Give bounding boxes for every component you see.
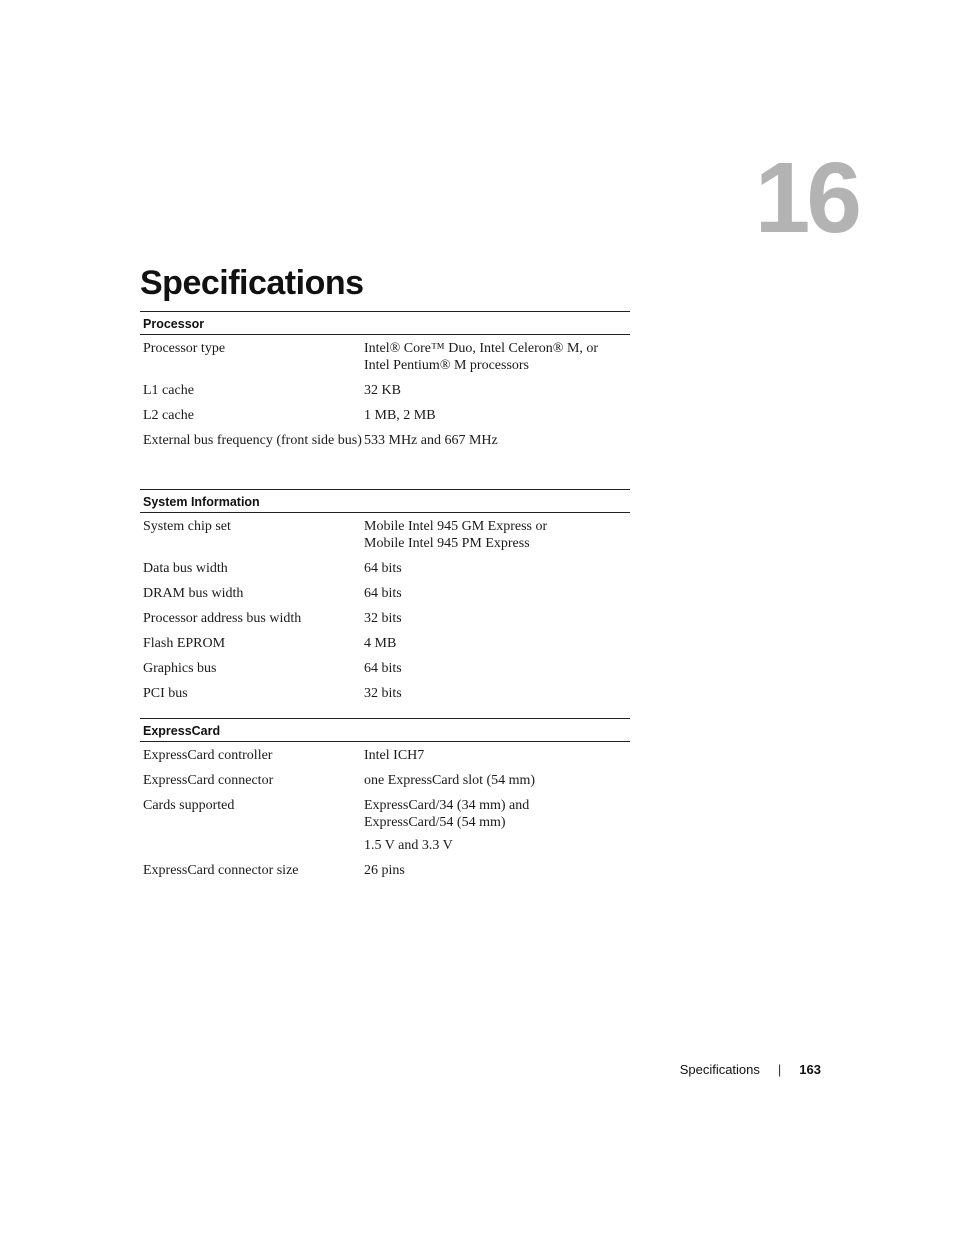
table-row <box>140 635 630 652</box>
spec-value-line: 64 bits <box>364 661 402 676</box>
spec-value <box>364 660 630 677</box>
spec-value <box>364 407 630 424</box>
spec-value <box>364 518 630 552</box>
spec-value-line: 32 bits <box>364 686 402 701</box>
table-row <box>140 382 630 399</box>
spec-label: L2 cache <box>143 408 194 423</box>
spec-value-line: Intel® Core™ Duo, Intel Celeron® M, or <box>364 341 599 356</box>
spec-value-line: 1 MB, 2 MB <box>364 408 436 423</box>
section-header: System Information <box>140 489 630 513</box>
spec-value-voltage: 1.5 V and 3.3 V <box>364 838 453 853</box>
table-row <box>140 340 630 374</box>
spec-value <box>364 432 630 449</box>
spec-label: L1 cache <box>143 383 194 398</box>
spec-label: Graphics bus <box>143 661 217 676</box>
spec-value-line: 4 MB <box>364 636 397 651</box>
spec-value <box>364 560 630 577</box>
footer-separator: | <box>777 1062 782 1077</box>
table-row <box>140 797 630 854</box>
spec-label: Processor address bus width <box>143 611 302 626</box>
spec-value-line: Intel Pentium® M processors <box>364 358 530 373</box>
table-row <box>140 685 630 702</box>
chapter-number: 16 <box>754 142 858 254</box>
spec-value-line: 26 pins <box>364 863 405 878</box>
spec-value <box>364 382 630 399</box>
table-row <box>140 560 630 577</box>
spec-value-line: Mobile Intel 945 GM Express or <box>364 519 548 534</box>
expresscard-table <box>140 718 630 879</box>
table-row <box>140 518 630 552</box>
spec-value <box>364 585 630 602</box>
spec-label: Cards supported <box>143 798 235 813</box>
table-row <box>140 432 630 449</box>
page-number: 163 <box>799 1062 821 1077</box>
table-row <box>140 585 630 602</box>
processor-table <box>140 311 630 449</box>
footer-section-title: Specifications <box>679 1062 760 1077</box>
spec-label: Flash EPROM <box>143 636 226 651</box>
spec-value <box>364 772 630 789</box>
spec-label: ExpressCard connector size <box>143 863 299 878</box>
spec-value-line: ExpressCard/54 (54 mm) <box>364 815 506 830</box>
spec-value <box>364 340 630 374</box>
spec-value <box>364 797 630 854</box>
spec-value-line: 32 KB <box>364 383 401 398</box>
table-row <box>140 862 630 879</box>
table-row <box>140 747 630 764</box>
spec-label: PCI bus <box>143 686 188 701</box>
spec-value <box>364 862 630 879</box>
spec-value-line: ExpressCard/34 (34 mm) and <box>364 798 530 813</box>
page-title: Specifications <box>140 264 364 302</box>
spec-value <box>364 685 630 702</box>
spec-label: Data bus width <box>143 561 228 576</box>
spec-label: DRAM bus width <box>143 586 244 601</box>
system-information-table <box>140 489 630 702</box>
spec-label: ExpressCard controller <box>143 748 273 763</box>
section-header: Processor <box>140 311 630 335</box>
spec-label: External bus frequency (front side bus) <box>143 433 362 448</box>
table-row <box>140 772 630 789</box>
table-row <box>140 407 630 424</box>
spec-value-line: 64 bits <box>364 586 402 601</box>
spec-value-line: 32 bits <box>364 611 402 626</box>
spec-value <box>364 610 630 627</box>
spec-value-line: Intel ICH7 <box>364 748 425 763</box>
page-footer <box>680 1062 821 1077</box>
table-row <box>140 660 630 677</box>
spec-value-line: 64 bits <box>364 561 402 576</box>
section-header: ExpressCard <box>140 718 630 742</box>
spec-value <box>364 747 630 764</box>
spec-value-line: Mobile Intel 945 PM Express <box>364 536 530 551</box>
spec-value-line: 533 MHz and 667 MHz <box>364 433 498 448</box>
spec-label: System chip set <box>143 519 231 534</box>
table-row <box>140 610 630 627</box>
spec-label: Processor type <box>143 341 226 356</box>
spec-value <box>364 635 630 652</box>
spec-value-line: one ExpressCard slot (54 mm) <box>364 773 536 788</box>
spec-label: ExpressCard connector <box>143 773 274 788</box>
